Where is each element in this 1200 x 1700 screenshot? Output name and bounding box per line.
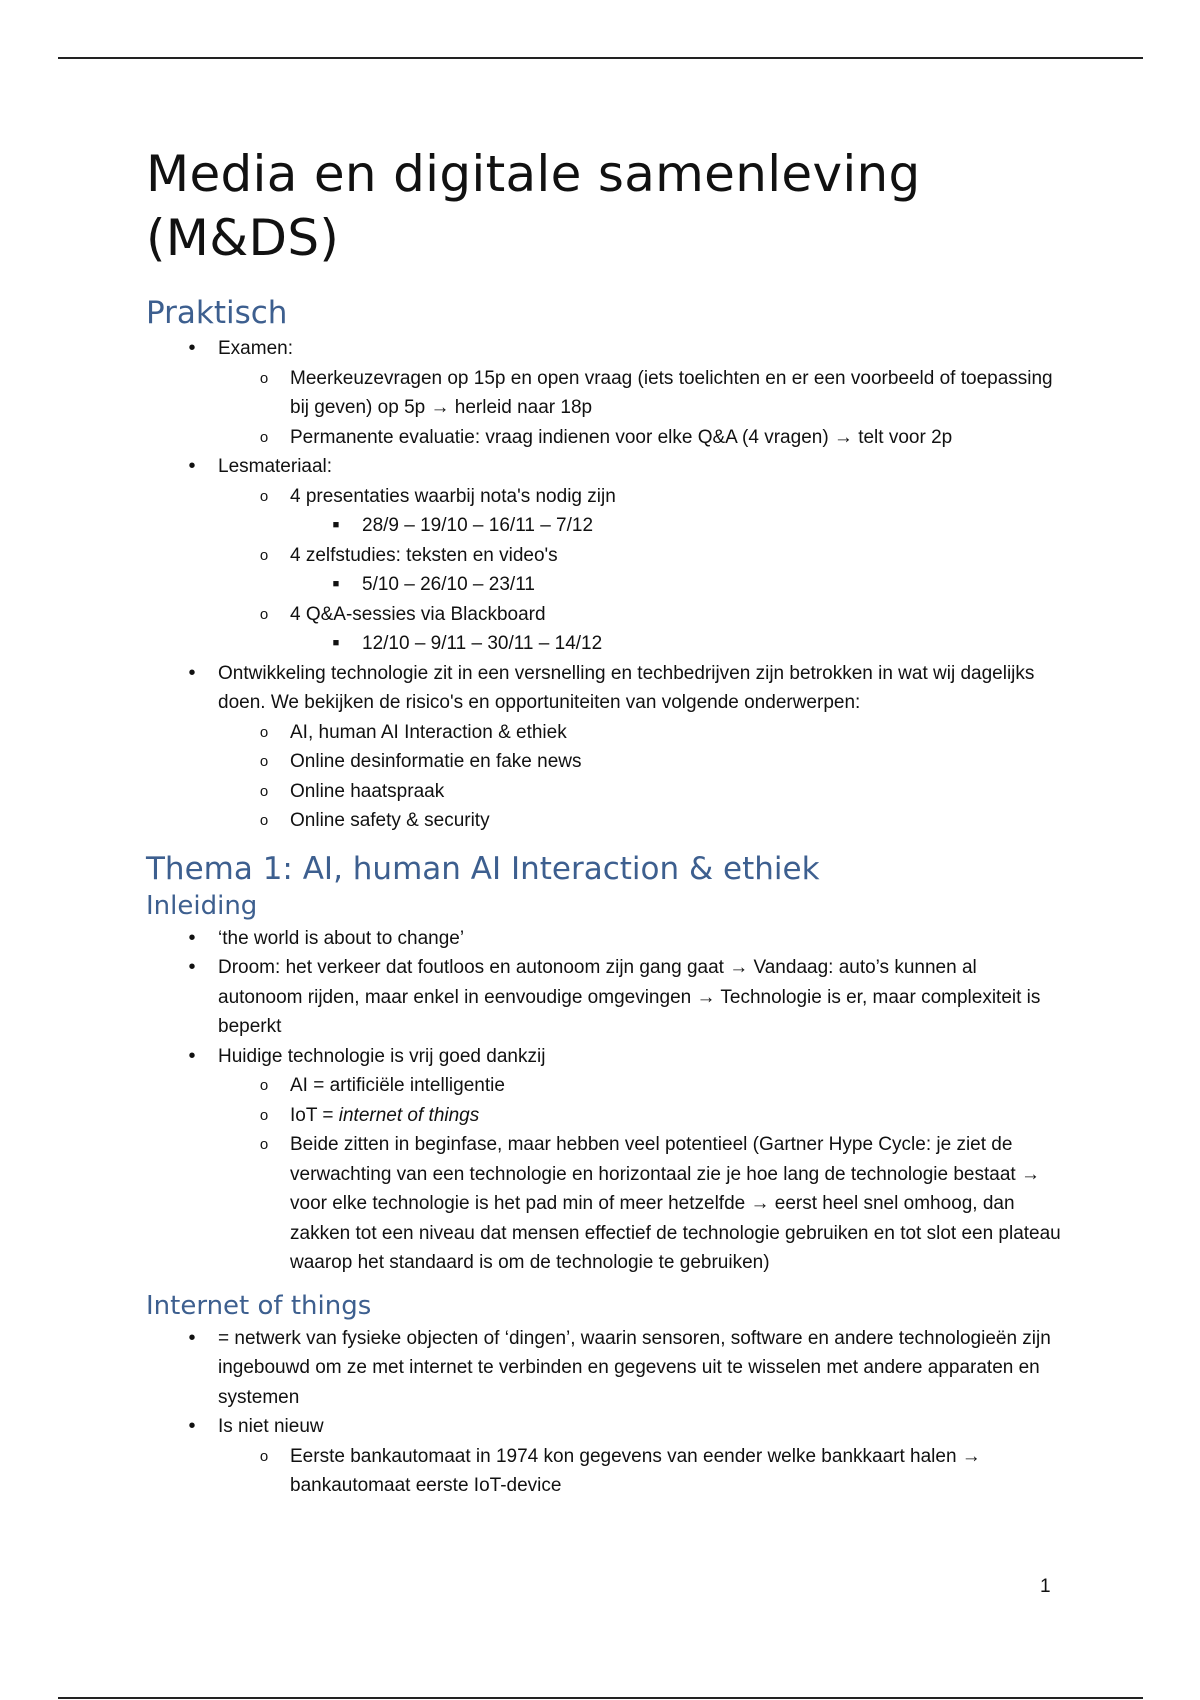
list-item: • Droom: het verkeer dat foutloos en autonoom zijn gang gaat → Vandaag: auto’s kunnen al autonoom rijden, maar enkel in eenvoudige omgevingen → Technologie is er, maar complexiteit is beperkt bbox=[146, 953, 1066, 1042]
sublist bbox=[218, 1442, 1066, 1501]
square-bullet-icon: ■ bbox=[332, 519, 340, 531]
list-item: ■ 5/10 – 26/10 – 23/11 bbox=[290, 570, 1066, 600]
bullet-icon: • bbox=[188, 661, 196, 684]
square-bullet-icon: ■ bbox=[332, 578, 340, 590]
list-item: o Online safety & security bbox=[218, 806, 1066, 836]
sublist bbox=[218, 482, 1066, 659]
list-item: o AI, human AI Interaction & ethiek bbox=[218, 718, 1066, 748]
section-heading-praktisch: Praktisch bbox=[146, 295, 288, 331]
sublist bbox=[218, 1071, 1066, 1278]
section-heading-thema1: Thema 1: AI, human AI Interaction & ethiek bbox=[146, 850, 820, 887]
list-item: • = netwerk van fysieke objecten of ‘dingen’, waarin sensoren, software en andere technologieën zijn ingebouwd om ze met internet te verbinden en gegevens uit te wisselen met andere apparaten en systemen bbox=[146, 1324, 1066, 1413]
circle-bullet-icon: o bbox=[259, 1136, 269, 1153]
list-item: • ‘the world is about to change’ bbox=[146, 924, 1066, 954]
praktisch-list bbox=[146, 334, 1066, 836]
circle-bullet-icon: o bbox=[259, 812, 269, 829]
iot-list bbox=[146, 1324, 1066, 1501]
list-item: o AI = artificiële intelligentie bbox=[218, 1071, 1066, 1101]
subsection-heading-inleiding: Inleiding bbox=[146, 890, 258, 921]
list-item: o Permanente evaluatie: vraag indienen voor elke Q&A (4 vragen) → telt voor 2p bbox=[218, 423, 1066, 453]
page-number: 1 bbox=[1040, 1576, 1051, 1597]
list-item: o Meerkeuzevragen op 15p en open vraag (iets toelichten en er een voorbeeld of toepassing bij geven) op 5p → herleid naar 18p bbox=[218, 364, 1066, 423]
list-item: o 4 presentaties waarbij nota's nodig zijn ■ 28/9 – 19/10 – 16/11 – 7/12 bbox=[218, 482, 1066, 541]
bullet-icon: • bbox=[188, 956, 196, 978]
circle-bullet-icon: o bbox=[259, 546, 269, 564]
list-item: • Examen: o Meerkeuzevragen op 15p en open vraag (iets toelichten en er een voorbeeld of toepassing bij geven) op 5p → herleid naar 18p o Permanente evaluatie: vraag indienen voor elke Q&A (4 vragen) → telt voor 2p bbox=[146, 334, 1066, 452]
circle-bullet-icon: o bbox=[259, 487, 269, 505]
inleiding-list bbox=[146, 924, 1066, 1278]
document-page bbox=[146, 142, 1066, 1501]
sublist bbox=[290, 511, 1066, 541]
bullet-icon: • bbox=[188, 337, 196, 359]
header-rule bbox=[58, 57, 1143, 59]
circle-bullet-icon: o bbox=[259, 1106, 269, 1124]
bullet-icon: • bbox=[188, 926, 196, 949]
subsection-heading-iot: Internet of things bbox=[146, 1290, 372, 1321]
circle-bullet-icon: o bbox=[259, 723, 269, 741]
circle-bullet-icon: o bbox=[259, 1077, 269, 1094]
bullet-icon: • bbox=[188, 1415, 196, 1437]
list-item: o 4 zelfstudies: teksten en video's ■ 5/10 – 26/10 – 23/11 bbox=[218, 541, 1066, 600]
sublist bbox=[290, 629, 1066, 659]
square-bullet-icon: ■ bbox=[332, 637, 340, 649]
circle-bullet-icon: o bbox=[259, 428, 269, 446]
list-item: ■ 12/10 – 9/11 – 30/11 – 14/12 bbox=[290, 629, 1066, 659]
circle-bullet-icon: o bbox=[259, 782, 269, 800]
footer-rule bbox=[58, 1697, 1143, 1699]
sublist bbox=[290, 570, 1066, 600]
list-item: o Beide zitten in beginfase, maar hebben veel potentieel (Gartner Hype Cycle: je ziet de verwachting van een technologie en horizontaal zie je hoe lang de technologie bestaat → voor elke technologie is het pad min of meer hetzelfde → eerst heel snel omhoog, dan zakken tot een niveau dat mensen effectief de technologie gebruiken en tot slot een plateau waarop het standaard is om de technologie te gebruiken) bbox=[218, 1130, 1066, 1278]
circle-bullet-icon: o bbox=[259, 605, 269, 623]
sublist bbox=[218, 718, 1066, 836]
bullet-icon: • bbox=[188, 1326, 196, 1349]
list-item: • Ontwikkeling technologie zit in een versnelling en techbedrijven zijn betrokken in wat wij dagelijks doen. We bekijken de risico's en opportuniteiten van volgende onderwerpen: o AI, human AI Interaction & ethiek o Online desinformatie en fake news o Online haatspraak o Online safety & security bbox=[146, 659, 1066, 836]
document-title: Media en digitale samenleving (M&DS) bbox=[146, 145, 921, 267]
list-item: • Is niet nieuw o Eerste bankautomaat in 1974 kon gegevens van eender welke bankkaart halen → bankautomaat eerste IoT-device bbox=[146, 1412, 1066, 1501]
list-item: o Online desinformatie en fake news bbox=[218, 747, 1066, 777]
sublist bbox=[218, 364, 1066, 453]
list-item: o Online haatspraak bbox=[218, 777, 1066, 807]
circle-bullet-icon: o bbox=[259, 753, 269, 770]
list-item: o IoT = internet of things bbox=[218, 1101, 1066, 1131]
circle-bullet-icon: o bbox=[259, 369, 269, 387]
list-item: o 4 Q&A-sessies via Blackboard ■ 12/10 – 9/11 – 30/11 – 14/12 bbox=[218, 600, 1066, 659]
bullet-icon: • bbox=[188, 1044, 196, 1067]
list-item: • Lesmateriaal: o 4 presentaties waarbij nota's nodig zijn ■ 28/9 – 19/10 – 16/11 – 7/12 o 4 zelfstudies: teksten en video's ■ 5/10 – 26/10 – 23/11 o 4 Q&A-sessies via Blackboard ■ 12/10 – 9/11 – 30/11 – 14/12 bbox=[146, 452, 1066, 659]
list-item: o Eerste bankautomaat in 1974 kon gegevens van eender welke bankkaart halen → bankautomaat eerste IoT-device bbox=[218, 1442, 1066, 1501]
bullet-icon: • bbox=[188, 455, 196, 477]
list-item: • Huidige technologie is vrij goed dankzij o AI = artificiële intelligentie o IoT = internet of things o Beide zitten in beginfase, maar hebben veel potentieel (Gartner Hype Cycle: je ziet de verwachting van een technologie en horizontaal zie je hoe lang de technologie bestaat → voor elke technologie is het pad min of meer hetzelfde → eerst heel snel omhoog, dan zakken tot een niveau dat mensen effectief de technologie gebruiken en tot slot een plateau waarop het standaard is om de technologie te gebruiken) bbox=[146, 1042, 1066, 1278]
list-item: ■ 28/9 – 19/10 – 16/11 – 7/12 bbox=[290, 511, 1066, 541]
circle-bullet-icon: o bbox=[259, 1447, 269, 1465]
